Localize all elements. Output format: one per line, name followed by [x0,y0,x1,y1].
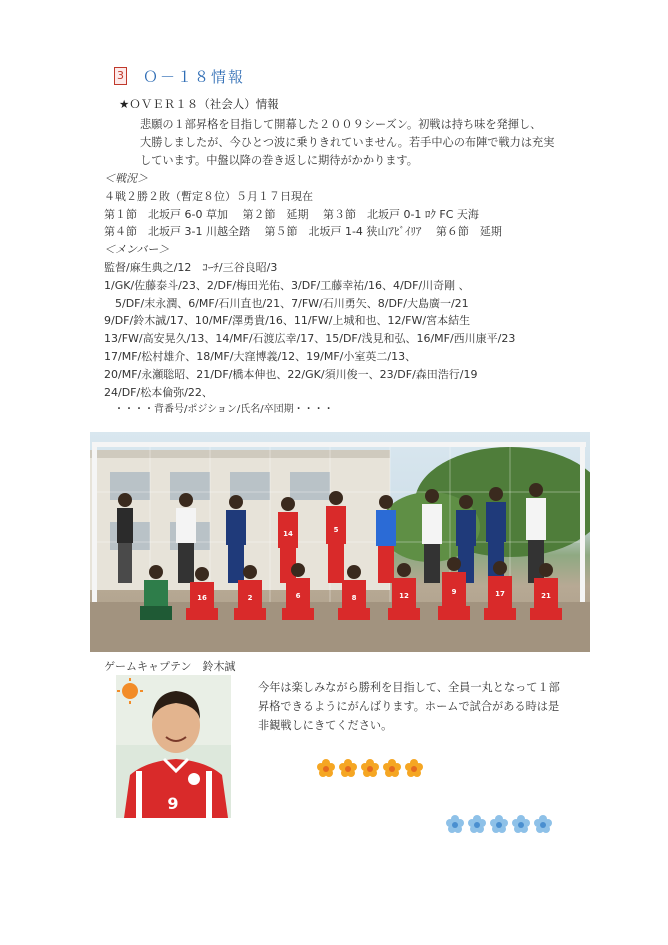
intro-line: しています。中盤以降の巻き返しに期待がかかります。 [140,154,418,167]
jersey-number: 6 [295,592,301,600]
blue-flower-icon [534,815,552,833]
blue-flower-icon [468,815,486,833]
orange-flower-row [317,759,423,777]
results-and-members [104,170,574,419]
captain-portrait [116,675,231,818]
body-line: ・・・・背番号/ポジション/氏名/卒団期・・・・ [104,404,334,416]
blue-flower-row [446,815,552,833]
body-line: 5/DF/末永潤、6/MF/石川直也/21、7/FW/石川勇矢、8/DF/大島廣一/21 [104,296,469,310]
quote-line: 昇格できるようにがんばります。ホームで試合がある時は是 [258,700,560,713]
body-line: 9/DF/鈴木誠/17、10/MF/澤勇貴/16、11/FW/上城和也、12/FW/宮本結生 [104,314,471,328]
jersey-number: 16 [197,594,207,602]
team-photo-illustration [90,432,590,652]
intro-paragraph [140,116,580,170]
captain-quote [258,678,588,735]
subtitle: ★ＯＶＥＲ１８（社会人）情報 [119,97,279,111]
section-header [114,66,245,86]
intro-line: 大勝しましたが、今ひとつ波に乗りきれていません。若手中心の布陣で戦力は充実 [140,136,555,149]
team-photo [90,432,590,652]
quote-line: 今年は楽しみながら勝利を目指して、全員一丸となって１部 [258,681,560,694]
body-line: 13/FW/高安晃久/13、14/MF/石渡広幸/17、15/DF/浅見和弘、16/MF/西川康平/23 [104,332,516,346]
body-line: 24/DF/松本倫弥/22、 [104,385,213,399]
jersey-number: 14 [283,530,293,538]
body-line: 1/GK/佐藤泰斗/23、2/DF/梅田光佑、3/DF/工藤幸祐/16、4/DF/川奇剛 、 [104,278,470,292]
body-line: 17/MF/松村雄介、18/MF/大窪博義/12、19/MF/小室英二/13、 [104,349,417,363]
orange-flower-icon [405,759,423,777]
photo-caption: ゲームキャプテン 鈴木誠 [104,660,236,673]
body-line: 第１節 北坂戸 6-0 草加 第２節 延期 第３節 北坂戸 0-1 ﾛｸ FC 天海 [104,207,479,221]
captain-portrait-illustration [116,675,231,818]
orange-flower-icon [383,759,401,777]
orange-flower-icon [339,759,357,777]
blue-flower-icon [490,815,508,833]
jersey-number: 2 [247,594,253,602]
body-line: 20/MF/永瀬聡昭、21/DF/橋本伸也、22/GK/須川俊一、23/DF/森田浩行/19 [104,367,478,381]
jersey-number: 9 [451,588,457,596]
blue-flower-icon [512,815,530,833]
body-line: 第４節 北坂戸 3-1 川越全踏 第５節 北坂戸 1-4 狭山ｱﾋﾞｲﾘｱ 第６節 延期 [104,225,502,239]
jersey-number: 12 [399,592,409,600]
orange-flower-icon [361,759,379,777]
body-line: ４戦２勝２敗（暫定８位）５月１７日現在 [104,189,313,203]
intro-line: 悲願の１部昇格を目指して開幕した２００９シーズン。初戦は持ち味を発揮し、 [140,118,542,131]
jersey-number: 21 [541,592,551,600]
body-line: ＜戦況＞ [104,172,148,185]
section-number-badge: 3 [114,67,127,85]
body-line: 監督/麻生典之/12 ｺｰﾁ/三谷良昭/3 [104,260,278,274]
body-line: ＜メンバー＞ [104,243,170,257]
orange-flower-icon [317,759,335,777]
quote-line: 非観戦しにきてください。 [258,719,393,732]
jersey-number: 17 [495,590,505,598]
blue-flower-icon [446,815,464,833]
jersey-number: 5 [333,526,339,534]
jersey-number: 8 [351,594,357,602]
portrait-jersey-number: 9 [167,794,179,813]
section-title: Ｏ－１８情報 [143,67,246,86]
